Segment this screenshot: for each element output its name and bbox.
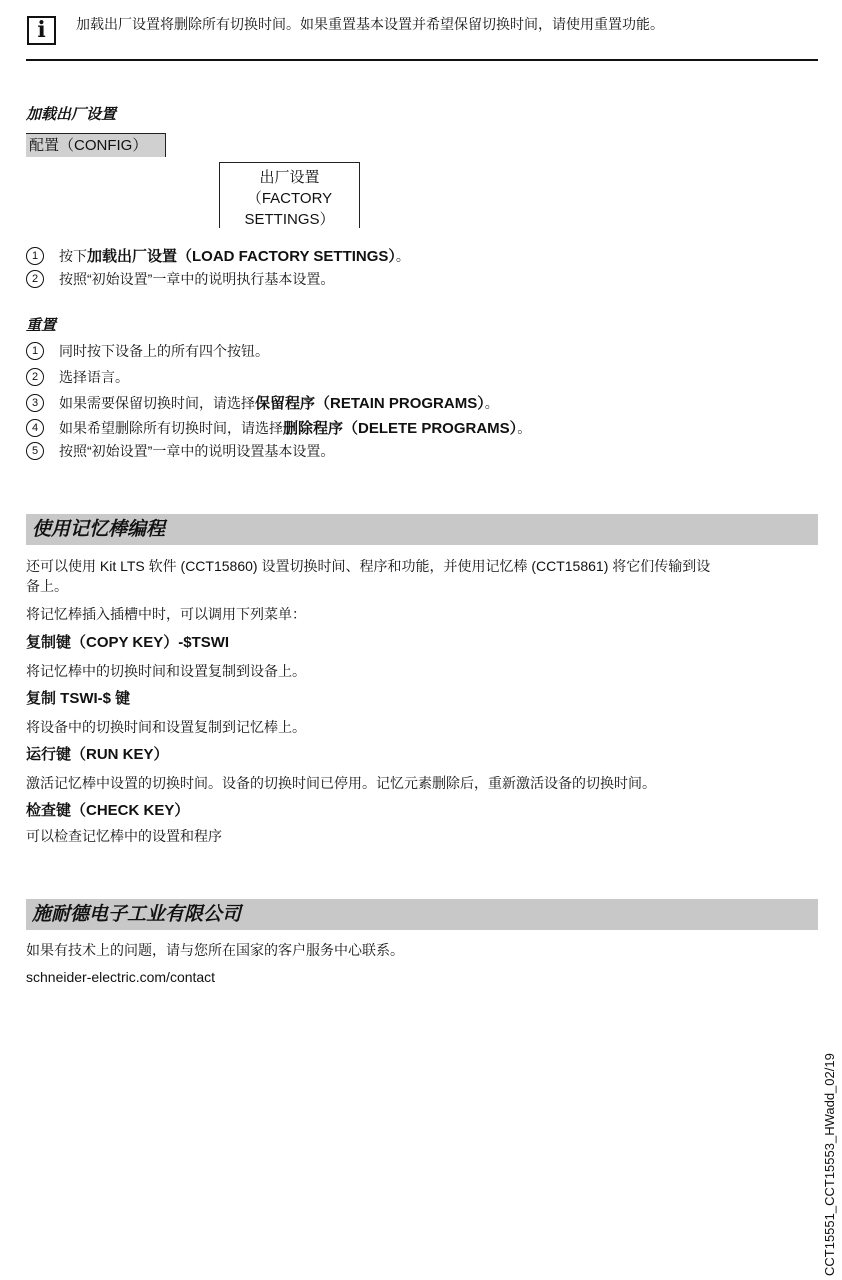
step-number: 2 — [26, 270, 44, 288]
step-bold: 删除程序（DELETE PROGRAMS） — [283, 420, 518, 437]
check-key-desc: 可以检查记忆棒中的设置和程序 — [26, 828, 222, 844]
copy-key-desc: 将记忆棒中的切换时间和设置复制到设备上。 — [26, 663, 306, 679]
info-note-text: 加载出厂设置将删除所有切换时间。如果重置基本设置并希望保留切换时间，请使用重置功能。 — [76, 16, 664, 32]
step-text: 如果希望删除所有切换时间，请选择 — [59, 420, 283, 436]
reset-step-1 — [26, 341, 269, 361]
menu-config: 配置（CONFIG） — [26, 133, 166, 157]
step-text: 按下 — [59, 248, 87, 264]
load-factory-heading: 加载出厂设置 — [26, 106, 117, 123]
step-number: 1 — [26, 342, 44, 360]
copy-tswi-key-title: 复制 TSWI-$ 键 — [26, 690, 131, 707]
load-factory-step-2 — [26, 269, 334, 289]
step-text: 如果需要保留切换时间，请选择 — [59, 395, 255, 411]
step-text: 按照“初始设置”一章中的说明设置基本设置。 — [59, 443, 335, 459]
step-bold: 加载出厂设置（LOAD FACTORY SETTINGS） — [87, 248, 396, 265]
step-number: 4 — [26, 419, 44, 437]
info-note — [26, 12, 818, 61]
reset-step-2 — [26, 367, 129, 387]
memory-stick-intro — [26, 556, 822, 596]
step-text: 同时按下设备上的所有四个按钮。 — [59, 343, 269, 359]
run-key-desc: 激活记忆棒中设置的切换时间。设备的切换时间已停用。记忆元素删除后，重新激活设备的切换时间。 — [26, 775, 656, 791]
load-factory-step-1 — [26, 246, 410, 266]
company-url[interactable]: schneider-electric.com/contact — [26, 969, 216, 985]
company-text: 如果有技术上的问题，请与您所在国家的客户服务中心联系。 — [26, 942, 404, 958]
step-text: 选择语言。 — [59, 369, 129, 385]
menu-factory-line: 出厂设置 — [259, 169, 320, 186]
copy-tswi-key-desc: 将设备中的切换时间和设置复制到记忆棒上。 — [26, 719, 306, 735]
step-text-end: 。 — [484, 395, 499, 411]
check-key-title: 检查键（CHECK KEY） — [26, 802, 190, 819]
reset-step-4 — [26, 418, 531, 438]
step-number: 2 — [26, 368, 44, 386]
reset-step-3 — [26, 393, 499, 413]
info-icon: i — [27, 16, 56, 45]
copy-key-title: 复制键（COPY KEY）-$TSWI — [26, 634, 230, 651]
step-number: 3 — [26, 394, 44, 412]
step-text-end: 。 — [395, 248, 410, 264]
intro-line: 备上。 — [26, 578, 68, 594]
step-number: 5 — [26, 442, 44, 460]
memory-stick-section-title: 使用记忆棒编程 — [26, 514, 818, 545]
reset-step-5 — [26, 441, 334, 461]
memory-stick-intro-2: 将记忆棒插入插槽中时，可以调用下列菜单： — [26, 606, 306, 622]
step-text: 按照“初始设置”一章中的说明执行基本设置。 — [59, 271, 335, 287]
menu-factory-line: SETTINGS） — [244, 211, 335, 228]
document-code: CCT15551_CCT15553_HWadd_02/19 — [822, 1053, 837, 1276]
step-text-end: 。 — [517, 420, 532, 436]
intro-line: 还可以使用 Kit LTS 软件 (CCT15860) 设置切换时间、程序和功能，并使用记忆棒 (CCT15861) 将它们传输到设 — [26, 558, 711, 574]
run-key-title: 运行键（RUN KEY） — [26, 746, 169, 763]
reset-heading: 重置 — [26, 317, 57, 334]
menu-factory-settings — [219, 162, 360, 228]
step-number: 1 — [26, 247, 44, 265]
company-section-title: 施耐德电子工业有限公司 — [26, 899, 818, 930]
step-bold: 保留程序（RETAIN PROGRAMS） — [255, 395, 485, 412]
menu-factory-line: （FACTORY — [246, 190, 333, 207]
